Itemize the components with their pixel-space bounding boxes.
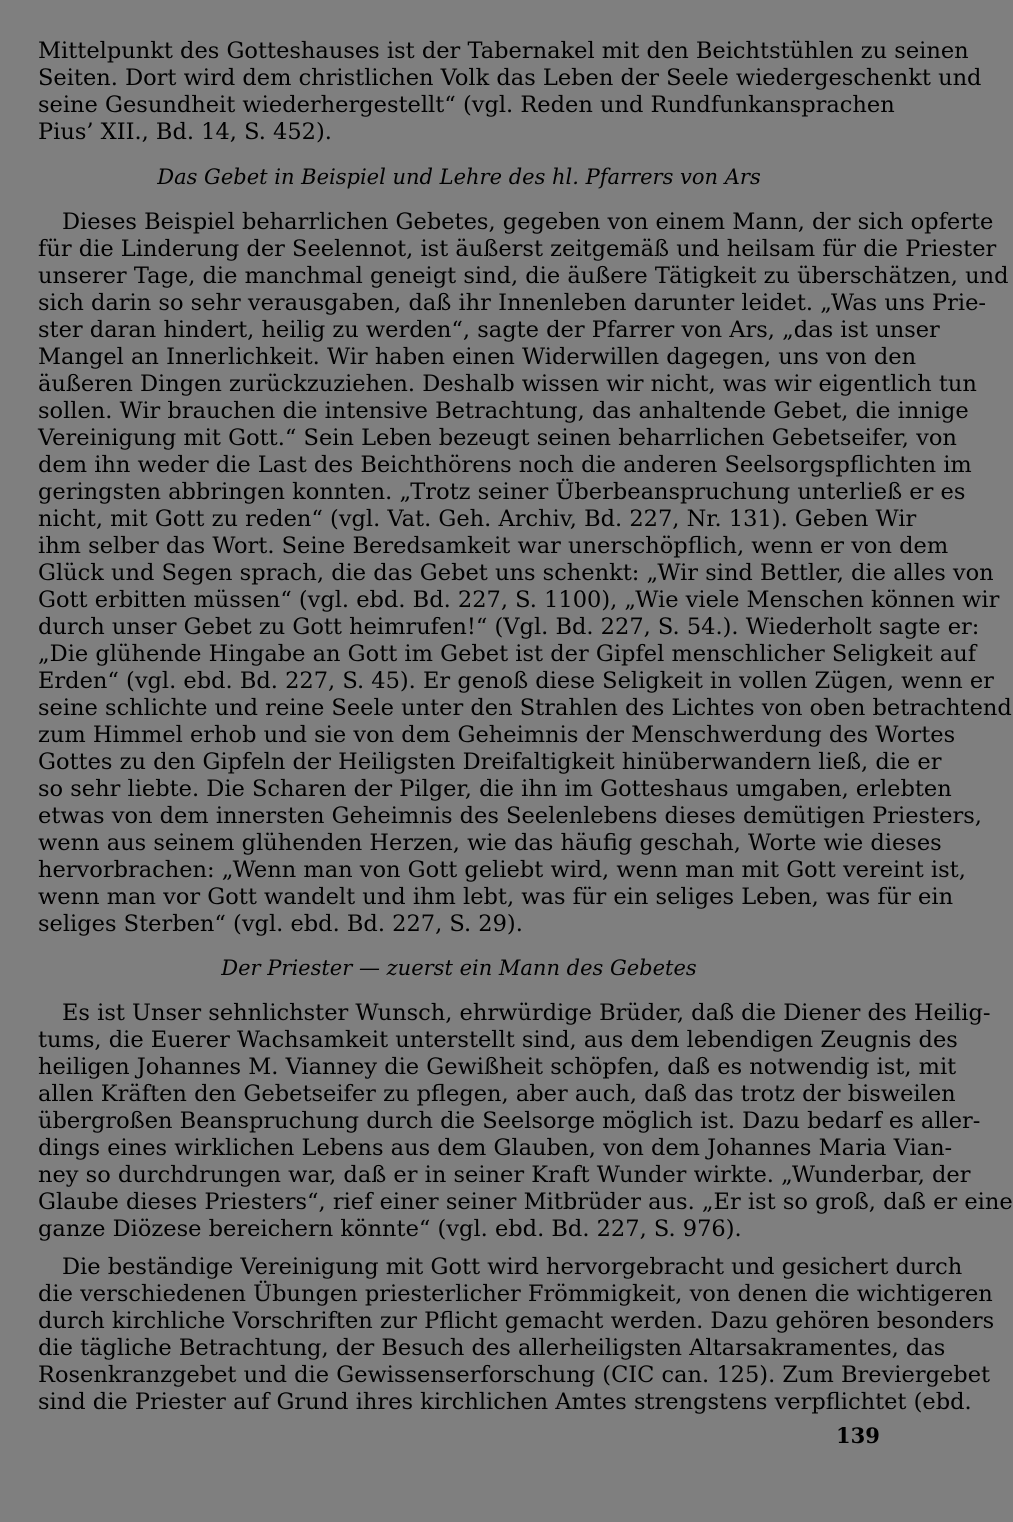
section-heading-priester: Der Priester — zuerst ein Mann des Gebetes bbox=[221, 956, 697, 980]
text-line: allen Kräften den Gebetseifer zu pflegen, aber auch, daß das trotz der bisweilen bbox=[38, 1081, 956, 1107]
text-line: Rosenkranzgebet und die Gewissenserforschung (CIC can. 125). Zum Breviergebet bbox=[38, 1362, 991, 1388]
text-line: so sehr liebte. Die Scharen der Pilger, die ihn im Gotteshaus umgaben, erlebten bbox=[38, 776, 952, 802]
text-line: Gottes zu den Gipfeln der Heiligsten Dreifaltigkeit hinüberwandern ließ, die er bbox=[38, 749, 942, 775]
text-line: Gott erbitten müssen“ (vgl. ebd. Bd. 227, S. 1100), „Wie viele Menschen können wir bbox=[38, 587, 1000, 613]
text-line: sind die Priester auf Grund ihres kirchlichen Amtes strengstens verpflichtet (ebd. bbox=[38, 1389, 972, 1415]
document-page bbox=[38, 38, 1013, 1416]
paragraph-intro bbox=[38, 38, 982, 146]
text-line: seliges Sterben“ (vgl. ebd. Bd. 227, S. 29). bbox=[38, 911, 523, 937]
text-line: „Die glühende Hingabe an Gott im Gebet ist der Gipfel menschlicher Seligkeit auf bbox=[38, 641, 977, 667]
text-line: durch kirchliche Vorschriften zur Pflicht gemacht werden. Dazu gehören besonders bbox=[38, 1308, 995, 1334]
text-line: dings eines wirklichen Lebens aus dem Glauben, von dem Johannes Maria Vian- bbox=[38, 1135, 953, 1161]
text-line: Erden“ (vgl. ebd. Bd. 227, S. 45). Er genoß diese Seligkeit in vollen Zügen, wenn er bbox=[38, 668, 994, 694]
text-line: unserer Tage, die manchmal geneigt sind, die äußere Tätigkeit zu überschätzen, und bbox=[38, 263, 1009, 289]
text-line: Glaube dieses Priesters“, rief einer seiner Mitbrüder aus. „Er ist so groß, daß er eine bbox=[38, 1189, 1013, 1215]
text-line: Glück und Segen sprach, die das Gebet uns schenkt: „Wir sind Bettler, die alles von bbox=[38, 560, 994, 586]
text-line: für die Linderung der Seelennot, ist äußerst zeitgemäß und heilsam für die Priester bbox=[38, 236, 997, 262]
text-line: wenn man vor Gott wandelt und ihm lebt, was für ein seliges Leben, was für ein bbox=[38, 884, 954, 910]
text-line: ster daran hindert, heilig zu werden“, sagte der Pfarrer von Ars, „das ist unser bbox=[38, 317, 940, 343]
paragraph-ars bbox=[38, 209, 1012, 938]
text-line: ney so durchdrungen war, daß er in seiner Kraft Wunder wirkte. „Wunderbar, der bbox=[38, 1162, 971, 1188]
text-line: seine Gesundheit wiederhergestellt“ (vgl. Reden und Rundfunkansprachen bbox=[38, 92, 895, 118]
text-line: etwas von dem innersten Geheimnis des Seelenlebens dieses demütigen Priesters, bbox=[38, 803, 982, 829]
text-line: äußeren Dingen zurückzuziehen. Deshalb wissen wir nicht, was wir eigentlich tun bbox=[38, 371, 977, 397]
page-number: 139 bbox=[836, 1423, 880, 1448]
text-line: ganze Diözese bereichern könnte“ (vgl. ebd. Bd. 227, S. 976). bbox=[38, 1216, 742, 1242]
text-line: hervorbrachen: „Wenn man von Gott geliebt wird, wenn man mit Gott vereint ist, bbox=[38, 857, 966, 883]
paragraph-vereinigung bbox=[38, 1254, 995, 1416]
text-line: Pius’ XII., Bd. 14, S. 452). bbox=[38, 119, 332, 145]
text-line: Vereinigung mit Gott.“ Sein Leben bezeugt seinen beharrlichen Gebetseifer, von bbox=[38, 425, 957, 451]
paragraph-gap bbox=[38, 1243, 880, 1254]
paragraph-wunsch bbox=[38, 1000, 1013, 1243]
text-line: Es ist Unser sehnlichster Wunsch, ehrwürdige Brüder, daß die Diener des Heilig- bbox=[62, 1000, 991, 1026]
text-line: Mittelpunkt des Gotteshauses ist der Tabernakel mit den Beichtstühlen zu seinen bbox=[38, 38, 969, 64]
text-line: geringsten abbringen konnten. „Trotz seiner Überbeanspruchung unterließ er es bbox=[38, 479, 966, 505]
text-line: Mangel an Innerlichkeit. Wir haben einen Widerwillen dagegen, uns von den bbox=[38, 344, 917, 370]
text-line: heiligen Johannes M. Vianney die Gewißheit schöpfen, daß es notwendig ist, mit bbox=[38, 1054, 957, 1080]
text-line: tums, die Euerer Wachsamkeit unterstellt sind, aus dem lebendigen Zeugnis des bbox=[38, 1027, 958, 1053]
text-line: die tägliche Betrachtung, der Besuch des allerheiligsten Altarsakramentes, das bbox=[38, 1335, 946, 1361]
text-line: ihm selber das Wort. Seine Beredsamkeit war unerschöpflich, wenn er von dem bbox=[38, 533, 949, 559]
text-line: Dieses Beispiel beharrlichen Gebetes, gegeben von einem Mann, der sich opferte bbox=[62, 209, 994, 235]
text-line: sich darin so sehr verausgaben, daß ihr Innenleben darunter leidet. „Was uns Prie- bbox=[38, 290, 987, 316]
text-line: Seiten. Dort wird dem christlichen Volk das Leben der Seele wiedergeschenkt und bbox=[38, 65, 982, 91]
text-line: nicht, mit Gott zu reden“ (vgl. Vat. Geh. Archiv, Bd. 227, Nr. 131). Geben Wir bbox=[38, 506, 917, 532]
text-line: durch unser Gebet zu Gott heimrufen!“ (Vgl. Bd. 227, S. 54.). Wiederholt sagte er: bbox=[38, 614, 980, 640]
text-line: dem ihn weder die Last des Beichthörens noch die anderen Seelsorgspflichten im bbox=[38, 452, 972, 478]
text-line: zum Himmel erhob und sie von dem Geheimnis der Menschwerdung des Wortes bbox=[38, 722, 956, 748]
text-line: Die beständige Vereinigung mit Gott wird hervorgebracht und gesichert durch bbox=[62, 1254, 963, 1280]
text-line: die verschiedenen Übungen priesterlicher Frömmigkeit, von denen die wichtigeren bbox=[38, 1281, 993, 1307]
text-line: sollen. Wir brauchen die intensive Betrachtung, das anhaltende Gebet, die innige bbox=[38, 398, 969, 424]
section-heading-gebet: Das Gebet in Beispiel und Lehre des hl. Pfarrers von Ars bbox=[157, 165, 761, 189]
text-line: seine schlichte und reine Seele unter den Strahlen des Lichtes von oben betrachtend bbox=[38, 695, 1012, 721]
text-line: übergroßen Beanspruchung durch die Seelsorge möglich ist. Dazu bedarf es aller- bbox=[38, 1108, 981, 1134]
text-line: wenn aus seinem glühenden Herzen, wie das häufig geschah, Worte wie dieses bbox=[38, 830, 942, 856]
